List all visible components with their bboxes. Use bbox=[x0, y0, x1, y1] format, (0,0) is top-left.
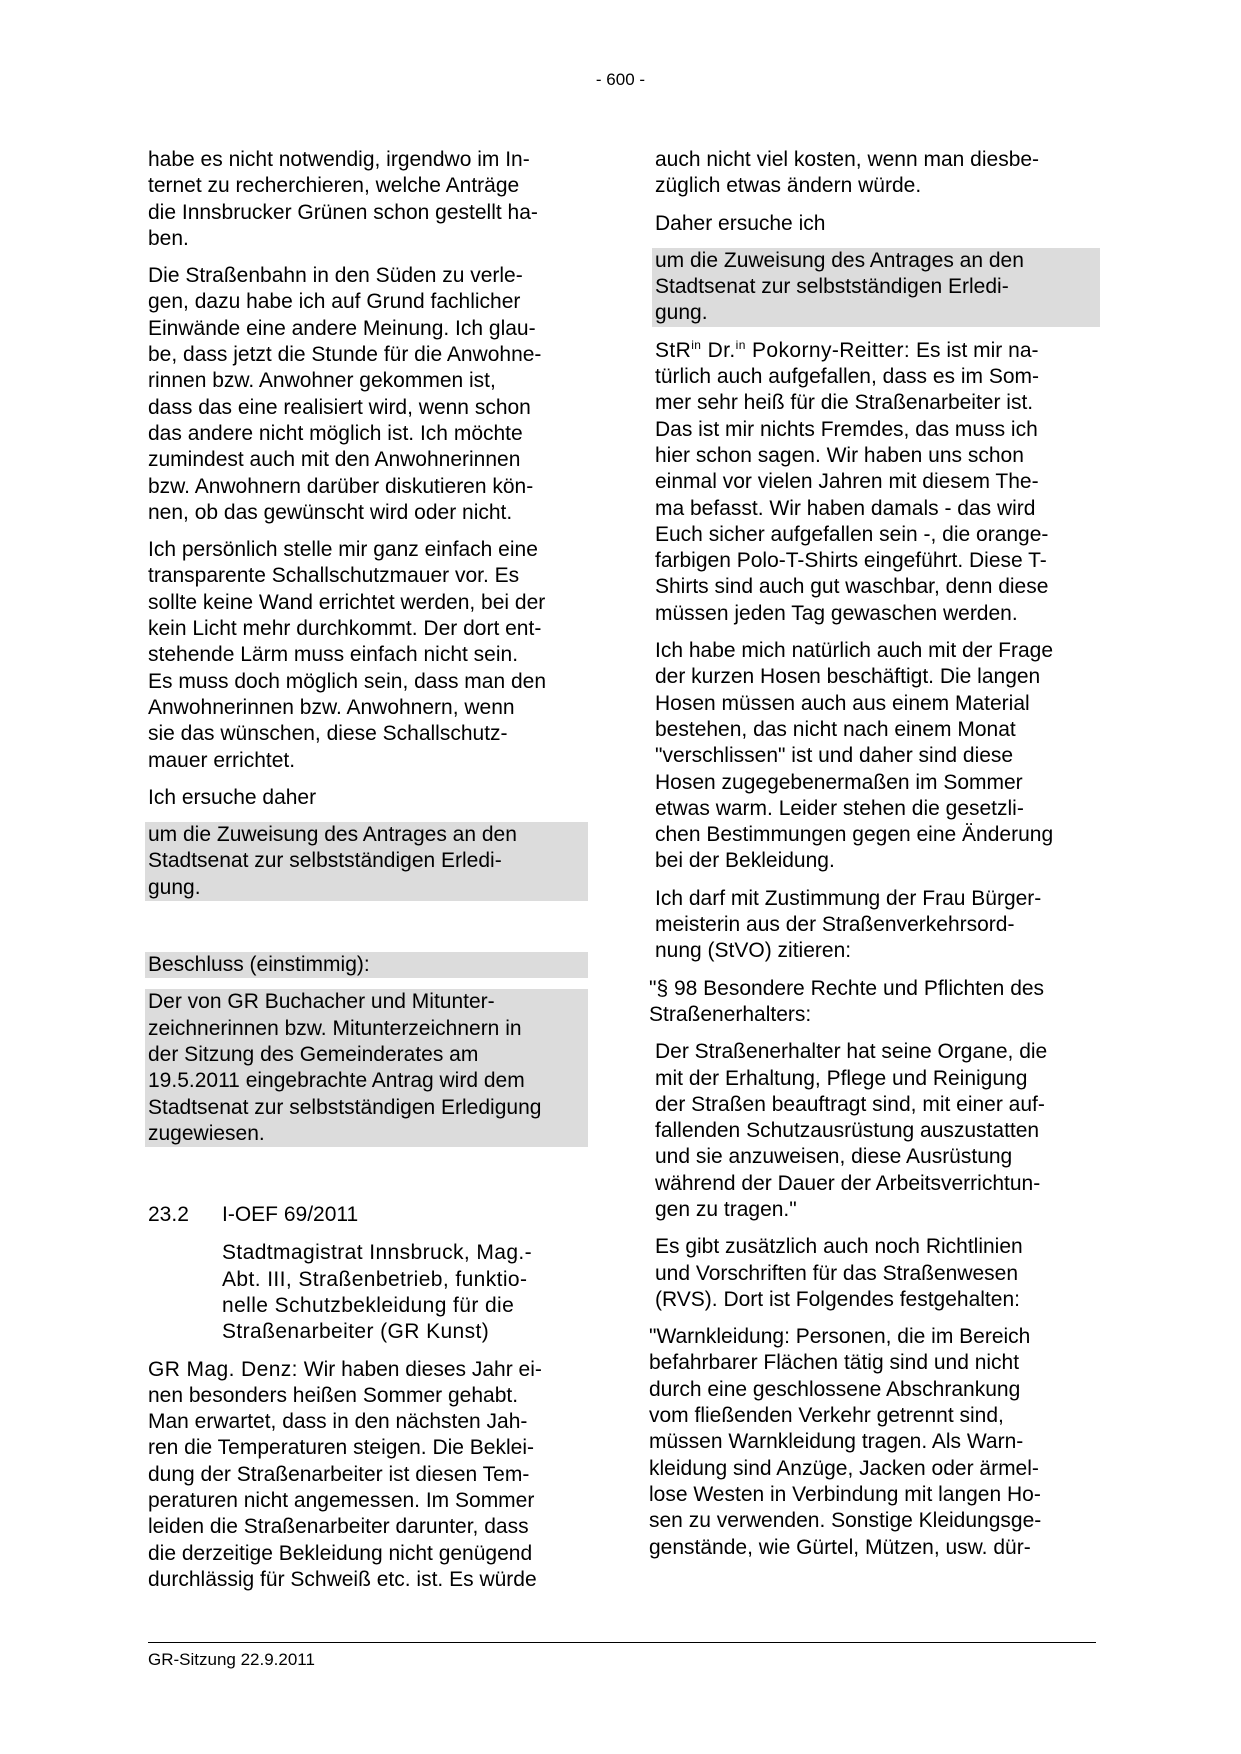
paragraph bbox=[655, 1234, 1100, 1313]
text-line: durchlässig für Schweiß etc. ist. Es würde bbox=[148, 1567, 537, 1591]
text-line: zeichnerinnen bzw. Mitunterzeichnern in bbox=[148, 1016, 522, 1040]
paragraph bbox=[148, 263, 588, 526]
text-line: zumindest auch mit den Anwohnerinnen bbox=[148, 448, 521, 472]
text-line: stehende Lärm muss einfach nicht sein. bbox=[148, 643, 519, 667]
text-line: "§ 98 Besondere Rechte und Pflichten des bbox=[649, 976, 1045, 1000]
quote-heading bbox=[649, 976, 1100, 1029]
request-box bbox=[652, 248, 1100, 327]
text-line: chen Bestimmungen gegen eine Änderung bbox=[655, 823, 1054, 847]
text-line: sen zu verwenden. Sonstige Kleidungsge- bbox=[649, 1509, 1042, 1533]
text-line: müssen Warnkleidung tragen. Als Warn- bbox=[649, 1430, 1024, 1454]
text-line: mer sehr heiß für die Straßenarbeiter ist. bbox=[655, 391, 1034, 415]
paragraph: Ich ersuche daher bbox=[148, 785, 317, 809]
text-line: nelle Schutzbekleidung für die bbox=[222, 1293, 515, 1317]
text-line: nen, ob das gewünscht wird oder nicht. bbox=[148, 500, 513, 524]
speech-first-line: Wir haben dieses Jahr ei- bbox=[303, 1357, 542, 1381]
text-line: Stadtsenat zur selbstständigen Erledi- bbox=[148, 849, 502, 873]
text-line: befahrbarer Flächen tätig sind und nicht bbox=[649, 1351, 1020, 1375]
text-line: sollte keine Wand errichtet werden, bei der bbox=[148, 590, 546, 614]
text-line: während der Dauer der Arbeitsverrichtun- bbox=[655, 1171, 1041, 1195]
text-line: nung (StVO) zitieren: bbox=[655, 939, 852, 963]
text-line: das andere nicht möglich ist. Ich möchte bbox=[148, 421, 523, 445]
quote-body bbox=[655, 1039, 1100, 1223]
text-line: Shirts sind auch gut waschbar, denn diese bbox=[655, 575, 1049, 599]
agenda-item-ref: I-OEF 69/2011 bbox=[222, 1203, 359, 1227]
text-line: bzw. Anwohnern darüber diskutieren kön- bbox=[148, 474, 534, 498]
page-number: - 600 - bbox=[595, 70, 646, 89]
text-line: 19.5.2011 eingebrachte Antrag wird dem bbox=[148, 1069, 525, 1093]
text-line: dass das eine realisiert wird, wenn schon bbox=[148, 395, 531, 419]
paragraph bbox=[655, 886, 1100, 965]
text-line: genstände, wie Gürtel, Mützen, usw. dür- bbox=[649, 1535, 1031, 1559]
text-line: transparente Schallschutzmauer vor. Es bbox=[148, 564, 520, 588]
agenda-item-heading bbox=[148, 1202, 588, 1228]
text-line: Abt. III, Straßenbetrieb, funktio- bbox=[222, 1267, 528, 1291]
paragraph bbox=[655, 638, 1100, 875]
text-line: Anwohnerinnen bzw. Anwohnern, wenn bbox=[148, 695, 515, 719]
resolution-heading: Beschluss (einstimmig): bbox=[145, 952, 588, 978]
text-line: kleidung sind Anzüge, Jacken oder ärmel- bbox=[649, 1456, 1039, 1480]
text-line: türlich auch aufgefallen, dass es im Som- bbox=[655, 365, 1040, 389]
quote-body bbox=[649, 1324, 1100, 1561]
text-line: ternet zu recherchieren, welche Anträge bbox=[148, 174, 520, 198]
text-line: hier schon sagen. Wir haben uns schon bbox=[655, 443, 1024, 467]
text-line: sie das wünschen, diese Schallschutz- bbox=[148, 722, 508, 746]
text-line: mit der Erhaltung, Pflege und Reinigung bbox=[655, 1066, 1028, 1090]
speech-paragraph bbox=[655, 338, 1100, 627]
speech-first-line: Es ist mir na- bbox=[910, 338, 1039, 362]
text-line: lose Westen in Verbindung mit langen Ho- bbox=[649, 1482, 1041, 1506]
text-line: Straßenerhalters: bbox=[649, 1002, 812, 1026]
text-line: rinnen bzw. Anwohner gekommen ist, bbox=[148, 369, 496, 393]
paragraph bbox=[148, 147, 588, 252]
text-line: kein Licht mehr durchkommt. Der dort ent- bbox=[148, 617, 542, 641]
text-line: die derzeitige Bekleidung nicht genügend bbox=[148, 1541, 533, 1565]
paragraph bbox=[655, 147, 1100, 200]
text-line: ren die Temperaturen steigen. Die Beklei- bbox=[148, 1436, 534, 1460]
paragraph bbox=[148, 537, 588, 774]
text-line: Hosen müssen auch aus einem Material bbox=[655, 691, 1030, 715]
text-line: vom fließenden Verkehr getrennt sind, bbox=[649, 1404, 1004, 1428]
text-line: durch eine geschlossene Abschrankung bbox=[649, 1377, 1021, 1401]
footer-divider bbox=[148, 1642, 1096, 1643]
text-line: die Innsbrucker Grünen schon gestellt ha- bbox=[148, 200, 538, 224]
text-line: "verschlissen" ist und daher sind diese bbox=[655, 744, 1014, 768]
text-line: Man erwartet, dass in den nächsten Jah- bbox=[148, 1410, 528, 1434]
left-column bbox=[148, 147, 588, 1604]
text-line: (RVS). Dort ist Folgendes festgehalten: bbox=[655, 1287, 1020, 1311]
text-line: Stadtsenat zur selbstständigen Erledigung bbox=[148, 1095, 542, 1119]
resolution-body bbox=[145, 989, 588, 1147]
paragraph: Daher ersuche ich bbox=[655, 211, 826, 235]
text-line: müssen jeden Tag gewaschen werden. bbox=[655, 601, 1018, 625]
text-line: Es muss doch möglich sein, dass man den bbox=[148, 669, 547, 693]
text-line: Die Straßenbahn in den Süden zu verle- bbox=[148, 264, 523, 288]
text-line: Ich darf mit Zustimmung der Frau Bürger- bbox=[655, 886, 1042, 910]
text-line: und Vorschriften für das Straßenwesen bbox=[655, 1261, 1019, 1285]
speaker-name: GR Mag. Denz: bbox=[148, 1357, 298, 1381]
text-line: nen besonders heißen Sommer gehabt. bbox=[148, 1383, 519, 1407]
text-line: gung. bbox=[148, 875, 201, 899]
text-line: und sie anzuweisen, diese Ausrüstung bbox=[655, 1145, 1013, 1169]
footer-text: GR-Sitzung 22.9.2011 bbox=[148, 1650, 315, 1669]
text-line: der kurzen Hosen beschäftigt. Die langen bbox=[655, 665, 1041, 689]
text-line: Das ist mir nichts Fremdes, das muss ich bbox=[655, 417, 1038, 441]
text-line: meisterin aus der Straßenverkehrsord- bbox=[655, 913, 1015, 937]
text-line: fallenden Schutzausrüstung auszustatten bbox=[655, 1119, 1040, 1143]
text-line: züglich etwas ändern würde. bbox=[655, 174, 922, 198]
text-line: ben. bbox=[148, 226, 189, 250]
text-line: peraturen nicht angemessen. Im Sommer bbox=[148, 1489, 535, 1513]
text-line: um die Zuweisung des Antrages an den bbox=[148, 823, 517, 847]
text-line: ma befasst. Wir haben damals - das wird bbox=[655, 496, 1036, 520]
text-line: bei der Bekleidung. bbox=[655, 849, 835, 873]
text-line: dung der Straßenarbeiter ist diesen Tem- bbox=[148, 1462, 530, 1486]
right-column bbox=[649, 147, 1100, 1572]
text-line: zugewiesen. bbox=[148, 1121, 265, 1145]
speaker-name: StR$^{in}$ Dr.$^{in}$ Pokorny-Reitter: bbox=[655, 337, 911, 362]
text-line: um die Zuweisung des Antrages an den bbox=[655, 248, 1024, 272]
text-line: Euch sicher aufgefallen sein -, die orange- bbox=[655, 522, 1049, 546]
text-line: Der von GR Buchacher und Mitunter- bbox=[148, 990, 495, 1014]
agenda-item-title bbox=[148, 1240, 588, 1345]
text-line: der Sitzung des Gemeinderates am bbox=[148, 1042, 479, 1066]
text-line: farbigen Polo-T-Shirts eingeführt. Diese T- bbox=[655, 549, 1047, 573]
text-line: Ich habe mich natürlich auch mit der Frage bbox=[655, 639, 1054, 663]
text-line: auch nicht viel kosten, wenn man diesbe- bbox=[655, 148, 1040, 171]
text-line: Der Straßenerhalter hat seine Organe, die bbox=[655, 1040, 1048, 1064]
text-line: einmal vor vielen Jahren mit diesem The- bbox=[655, 470, 1039, 494]
text-line: bestehen, das nicht nach einem Monat bbox=[655, 717, 1016, 741]
request-box bbox=[145, 822, 588, 901]
text-line: Straßenarbeiter (GR Kunst) bbox=[222, 1320, 490, 1344]
text-line: Stadtsenat zur selbstständigen Erledi- bbox=[655, 275, 1009, 299]
text-line: mauer errichtet. bbox=[148, 748, 296, 772]
text-line: der Straßen beauftragt sind, mit einer auf- bbox=[655, 1092, 1045, 1116]
text-line: habe es nicht notwendig, irgendwo im In- bbox=[148, 148, 530, 171]
text-line: gen zu tragen." bbox=[655, 1197, 797, 1221]
text-line: "Warnkleidung: Personen, die im Bereich bbox=[649, 1325, 1031, 1349]
text-line: Es gibt zusätzlich auch noch Richtlinien bbox=[655, 1235, 1023, 1259]
text-line: Einwände eine andere Meinung. Ich glau- bbox=[148, 316, 536, 340]
text-line: leiden die Straßenarbeiter darunter, dass bbox=[148, 1515, 529, 1539]
text-line: gen, dazu habe ich auf Grund fachlicher bbox=[148, 290, 521, 314]
text-line: gung. bbox=[655, 301, 708, 325]
text-line: Stadtmagistrat Innsbruck, Mag.- bbox=[222, 1241, 533, 1265]
text-line: be, dass jetzt die Stunde für die Anwohne- bbox=[148, 343, 542, 367]
agenda-item-number: 23.2 bbox=[148, 1203, 189, 1227]
text-line: Ich persönlich stelle mir ganz einfach eine bbox=[148, 538, 538, 562]
text-line: etwas warm. Leider stehen die gesetzli- bbox=[655, 796, 1024, 820]
text-line: Hosen zugegebenermaßen im Sommer bbox=[655, 770, 1023, 794]
speech-paragraph bbox=[148, 1357, 588, 1594]
